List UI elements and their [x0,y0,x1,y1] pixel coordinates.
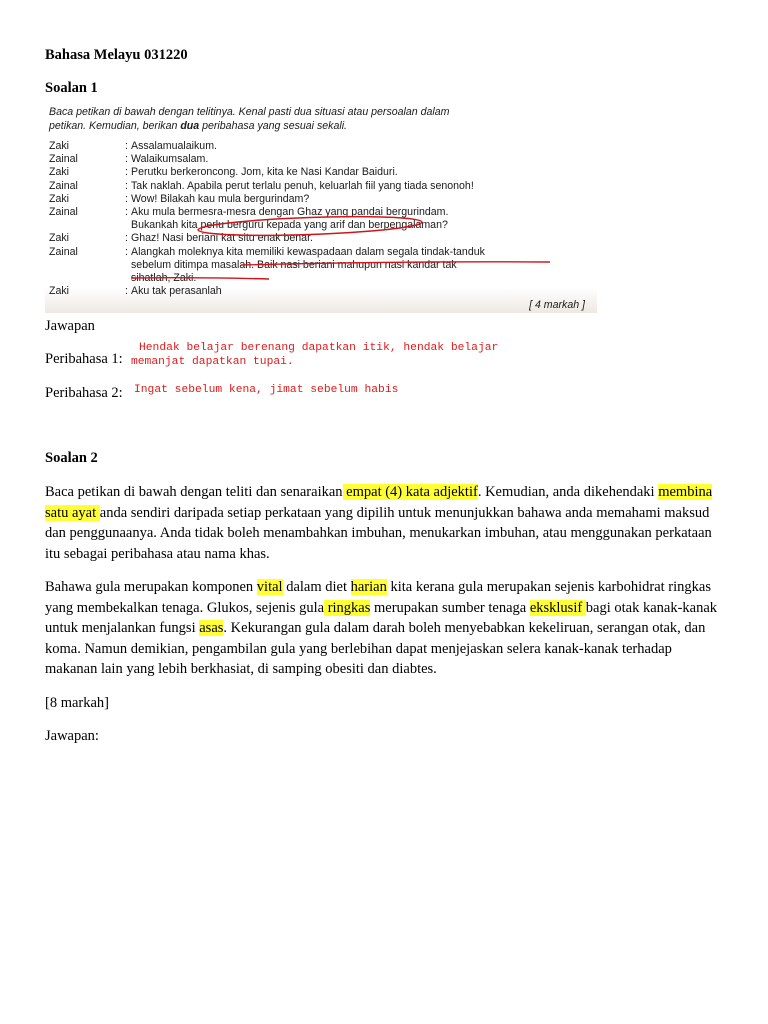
highlighted-word: eksklusif [529,599,586,616]
speaker-name: Zaki [49,192,70,205]
dialogue-text: Ghaz! Nasi beriani kat situ enak benar. [131,232,313,245]
dialogue-text: Perutku berkeroncong. Jom, kita ke Nasi Kandar Baiduri. [131,166,398,179]
dialogue-text: Alangkah moleknya kita memiliki kewaspadaan dalam segala tindak-tanduk [131,245,485,258]
dialogue-text: Aku mula bermesra-mesra dengan Ghaz yang pandai bergurindam. [131,206,449,218]
colon: : [125,192,128,205]
colon: : [125,245,128,258]
question-2-marks: [8 markah] [45,695,110,711]
dialogue-text: Aku tak perasanlah [131,285,222,298]
highlighted-word: vital [256,579,283,595]
circle-annotation [198,214,422,239]
highlighted-word: ringkas [324,599,371,616]
colon: : [125,285,128,298]
proverb-1-label: Peribahasa 1: [45,351,123,367]
dialogue-text: Assalamualaikum. [131,140,217,152]
question-1-heading: Soalan 1 [45,80,98,96]
answer-label: Jawapan: [45,728,99,744]
underline-annotation [241,262,550,265]
proverb-1-answer: Hendak belajar berenang dapatkan itik, hendak belajar memanjat dapatkan tupai. [131,342,499,368]
colon: : [125,153,128,166]
speaker-name: Zaki [49,232,70,245]
speaker-name: Zainal [49,245,78,258]
proverb-2-answer: Ingat sebelum kena, jimat sebelum habis [134,384,399,396]
dialogue-text: Wow! Bilakah kau mula bergurindam? [131,192,310,205]
excerpt-image [45,101,597,313]
answer-label: Jawapan [45,318,95,334]
speaker-name: Zainal [49,153,78,166]
pen-annotations [45,101,597,313]
passage: Bahawa gula merupakan komponen vital dalam diet harian kita kerana gula merupakan sejenis karbohidrat ringkas yang membekalkan tenaga. Glukos, sejenis gula ringkas merupakan sumber tenaga eksklusif bagi otak kanak-kanak untuk menjalankan fungsi asas. Kekurangan gula dalam darah boleh menyebabkan kekeliruan, serangan otak, dan koma. Namun demikian, pengambilan gula yang berlebihan dapat menjejaskan selera kanak-kanak terhadap makanan lain yang lebih berkhasiat, di samping obesiti dan diabtes. [45,579,718,677]
dialogue-continuation: sihatlah, Zaki. [131,272,197,284]
colon: : [125,179,128,192]
dialogue-continuation: Bukankah kita perlu berguru kepada yang arif dan berpengalaman? [131,219,448,232]
highlighted-text: membina satu ayat [45,484,713,521]
question-2-heading: Soalan 2 [45,450,98,466]
colon: : [125,206,128,218]
dialogue-text: Tak naklah. Apabila perut terlalu penuh, keluarlah fiil yang tiada senonoh! [131,179,474,192]
highlighted-text: empat (4) kata adjektif [342,484,478,500]
proverb-2-label: Peribahasa 2: [45,385,123,401]
speaker-name: Zaki [49,285,70,298]
speaker-name: Zaki [49,140,70,152]
colon: : [125,140,128,152]
colon: : [125,232,128,245]
speaker-name: Zainal [49,206,78,218]
dialogue-text: Walaikumsalam. [131,153,209,166]
excerpt-marks: [ 4 markah ] [529,299,585,311]
colon: : [125,166,128,179]
highlighted-word: asas [199,620,224,636]
speaker-name: Zaki [49,166,70,179]
excerpt-instructions: Baca petikan di bawah dengan telitinya. Kenal pasti dua situasi atau persoalan dalam petikan. Kemudian, berikan dua peribahasa yang sesuai sekali. [49,106,450,132]
document-title: Bahasa Melayu 031220 [45,47,188,63]
speaker-name: Zainal [49,179,78,192]
underline-annotation [131,278,269,279]
question-2-instructions: Baca petikan di bawah dengan teliti dan senaraikan empat (4) kata adjektif. Kemudian, anda dikehendaki membina satu ayat anda sendiri daripada setiap perkataan yang dipilih untuk menunjukkan bahawa anda memahami maksud dan penggunaanya. Anda tidak boleh menambahkan imbuhan, menukarkan imbuhan, atau menggunakan perkataan itu sebagai peribahasa atau nama khas. [45,484,713,562]
dialogue-continuation: sebelum ditimpa masalah. Baik nasi beriani mahupun nasi kandar tak [131,258,457,271]
highlighted-word: harian [350,579,387,595]
